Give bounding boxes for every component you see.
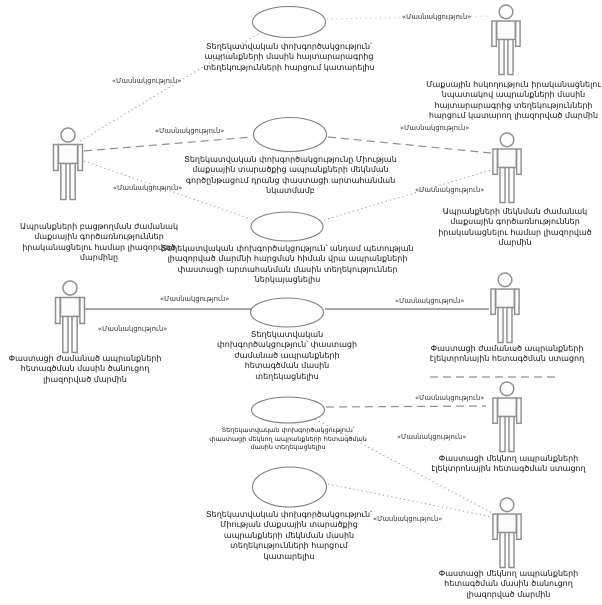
stereotype-label: «Մասնակցություն» <box>160 295 230 303</box>
usecase-label: Տեղեկատվական փոխգործակցությունը Միության մաքսային տարածքից ապրանքների մեկնման գործընթացում դրանց փաստացի արտահանման նկատմամբ <box>184 155 397 196</box>
actor-departure-authority <box>490 132 524 204</box>
actor-release-authority <box>51 125 85 203</box>
person-icon <box>489 4 523 76</box>
actor-label: Փաստացի ժամանած ապրանքների հետագծման մասին ծանուցող լիազորված մարմին <box>8 354 162 384</box>
usecase-label: Տեղեկատվական փոխգործակցություն՝ փաստացի ժամանած ապրանքների հետագծման մասին տեղեկացնելիս <box>216 330 358 381</box>
actor-label: Մաքսային հսկողություն իրականացնելու նպատակով ապրանքների մասին հայտարարագրից տեղեկությունների հարցում կատարող լիազորված մարմին <box>426 80 601 121</box>
person-icon <box>488 272 522 344</box>
association-line <box>84 137 252 151</box>
stereotype-label: «Մասնակցություն» <box>395 297 465 305</box>
usecase-label: Տեղեկատվական փոխգործակցություն՝ անդամ պետության լիազորված մարմնի հարցման հիման վրա ապրանքների փաստացի արտահանման մասին տեղեկություններ ներկայացնելիս <box>161 244 414 285</box>
actor-label: Ապրանքների բացթողման ժամանակ մաքսային գործառնություններ իրականացնելու համար լիազորված մարմինը <box>19 222 179 263</box>
usecase-ellipse-declaration-info-request <box>251 5 327 39</box>
stereotype-label: «Մասնակցություն» <box>415 186 485 194</box>
usecase-ellipse-departing-goods-tracking <box>250 396 326 424</box>
usecase-label: Տեղեկատվական փոխգործակցություն՝ փաստացի մեկնող ապրանքների հետագծման մասին տեղեկացնելիս <box>209 426 367 452</box>
usecase-ellipse-departure-process-control <box>252 116 328 153</box>
person-icon <box>490 381 524 453</box>
stereotype-label: «Մասնակցություն» <box>415 394 485 402</box>
person-icon <box>51 125 85 203</box>
usecase-ellipse-arrived-goods-tracking <box>249 297 325 328</box>
stereotype-label: «Մասնակցություն» <box>155 127 225 135</box>
usecase-label: Տեղեկատվական փոխգործակցություն՝ ապրանքների մասին հայտարարագրից տեղեկությունների հարցում կատարելիս <box>203 42 375 72</box>
actor-arrival-notifier <box>53 280 87 354</box>
actor-departing-notifier <box>490 497 524 569</box>
actor-arrived-tracking-receiver <box>488 272 522 344</box>
stereotype-label: «Մասնակցություն» <box>112 77 182 85</box>
actor-label: Փաստացի մեկնող ապրանքների հետագծման մասին ծանուցող լիազորված մարմին <box>438 569 579 599</box>
actor-departing-tracking-receiver <box>490 381 524 453</box>
actor-label: Ապրանքների մեկնման ժամանակ մաքսային գործառնություններ իրականացնելու համար լիազորված մարմին <box>438 207 592 248</box>
stereotype-label: «Մասնակցություն» <box>98 325 168 333</box>
stereotype-label: «Մասնակցություն» <box>402 13 472 21</box>
actor-label: Փաստացի մեկնող ապրանքների էլեկտրոնային հետագծման ստացող <box>431 454 586 474</box>
usecase-label: Տեղեկատվական փոխգործակցություն՝ Միության մաքսային տարածքից ապրանքների մեկնման մասին տեղեկությունների հարցում կատարելիս <box>205 510 372 561</box>
actor-label: Փաստացի ժամանած ապրանքների էլեկտրոնային հետագծման ստացող <box>429 344 585 364</box>
stereotype-label: «Մասնակցություն» <box>397 433 467 441</box>
usecase-ellipse-departure-info-request <box>251 466 328 508</box>
person-icon <box>53 280 87 354</box>
person-icon <box>490 497 524 569</box>
usecase-ellipse-actual-export-info <box>250 211 324 242</box>
actor-customs-control-requester <box>489 4 523 76</box>
stereotype-label: «Մասնակցություն» <box>113 184 183 192</box>
person-icon <box>490 132 524 204</box>
association-line <box>328 137 491 153</box>
stereotype-label: «Մասնակցություն» <box>373 515 443 523</box>
stereotype-label: «Մասնակցություն» <box>400 124 470 132</box>
association-line <box>326 406 486 407</box>
